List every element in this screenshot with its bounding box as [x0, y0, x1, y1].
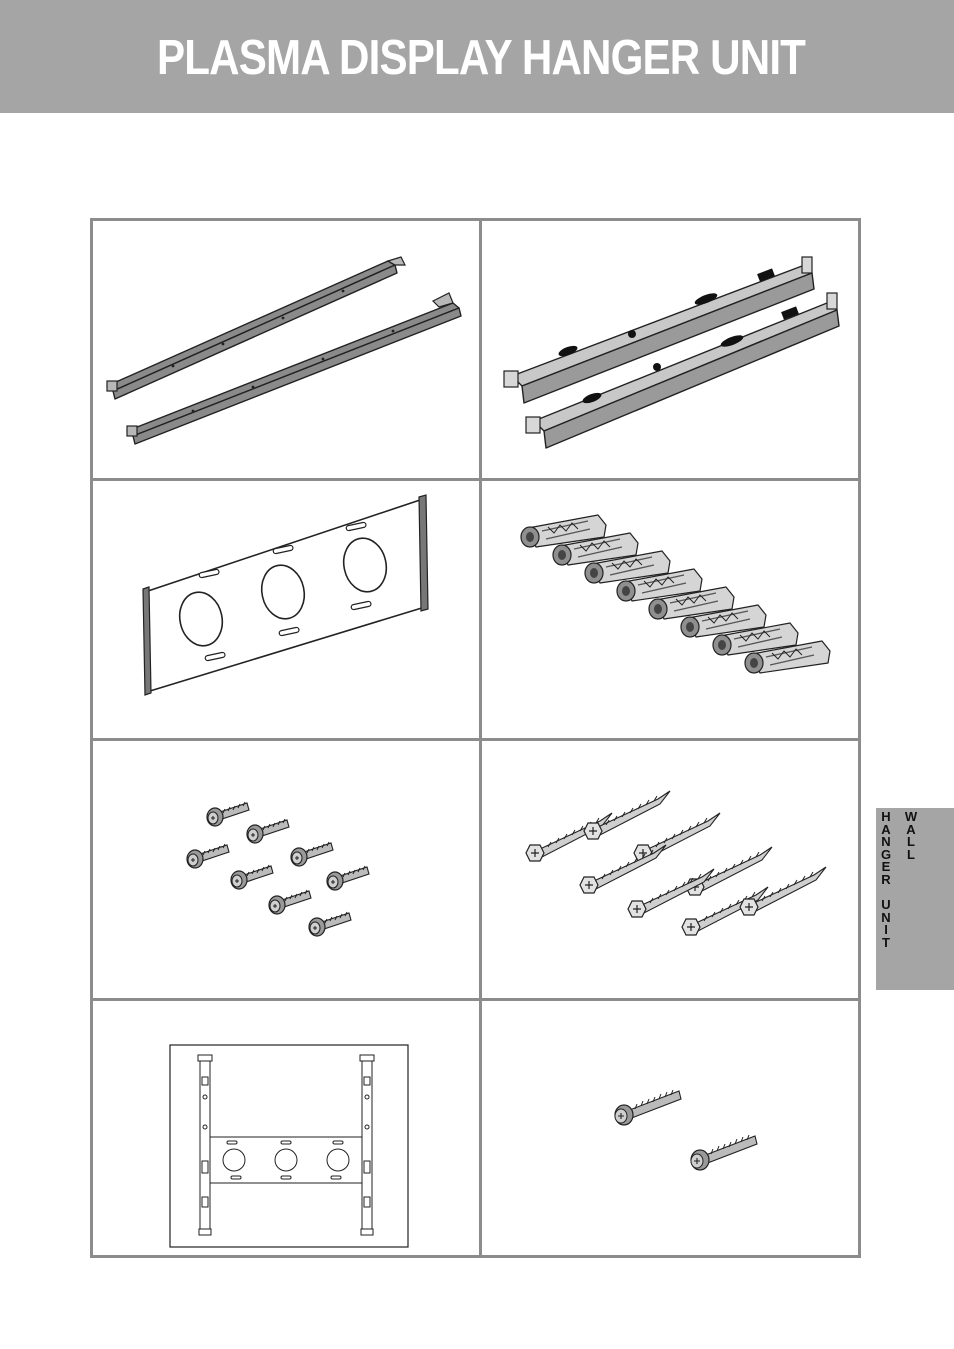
side-tab-letter: A	[881, 821, 891, 837]
anchor-plugs-icon	[482, 481, 858, 738]
assembled-hanger-icon	[93, 1001, 479, 1255]
side-tab-letter: N	[881, 909, 891, 925]
side-tab-letter: T	[882, 934, 890, 950]
part-cell-center-plate	[93, 481, 479, 738]
side-tab-hanger-unit	[879, 811, 893, 950]
side-tab-letter: H	[881, 809, 891, 824]
part-cell-long-bolts	[482, 1001, 858, 1255]
header-band	[0, 0, 954, 113]
wood-screws-icon	[482, 741, 858, 998]
part-cell-wall-plugs	[482, 481, 858, 738]
side-tab-letter: U	[881, 897, 891, 913]
part-cell-machine-screws	[93, 741, 479, 998]
side-tab-letter: A	[906, 821, 916, 837]
side-tab-wall	[904, 811, 918, 861]
side-tab-letter: E	[881, 859, 891, 875]
bracket-pair-icon	[482, 221, 858, 478]
page-title: PLASMA DISPLAY HANGER UNIT	[157, 31, 806, 85]
parts-grid	[90, 218, 861, 1258]
side-tab-letter: L	[907, 846, 915, 862]
short-bolts-icon	[93, 741, 479, 998]
flat-rail-pair-icon	[93, 221, 479, 478]
side-tab-letter: L	[907, 834, 915, 850]
part-cell-assembly-diagram	[93, 1001, 479, 1255]
part-cell-wall-rails	[93, 221, 479, 478]
part-cell-wood-screws	[482, 741, 858, 998]
side-tab-letter: I	[884, 922, 888, 938]
side-tab-letter: R	[881, 871, 891, 887]
section-side-tab	[876, 808, 954, 990]
side-tab-letter: G	[880, 846, 892, 862]
side-tab-letter: N	[881, 834, 891, 850]
long-bolts-icon	[482, 1001, 858, 1255]
three-hole-plate-icon	[93, 481, 479, 738]
side-tab-letter: W	[904, 809, 918, 824]
part-cell-hanger-brackets	[482, 221, 858, 478]
